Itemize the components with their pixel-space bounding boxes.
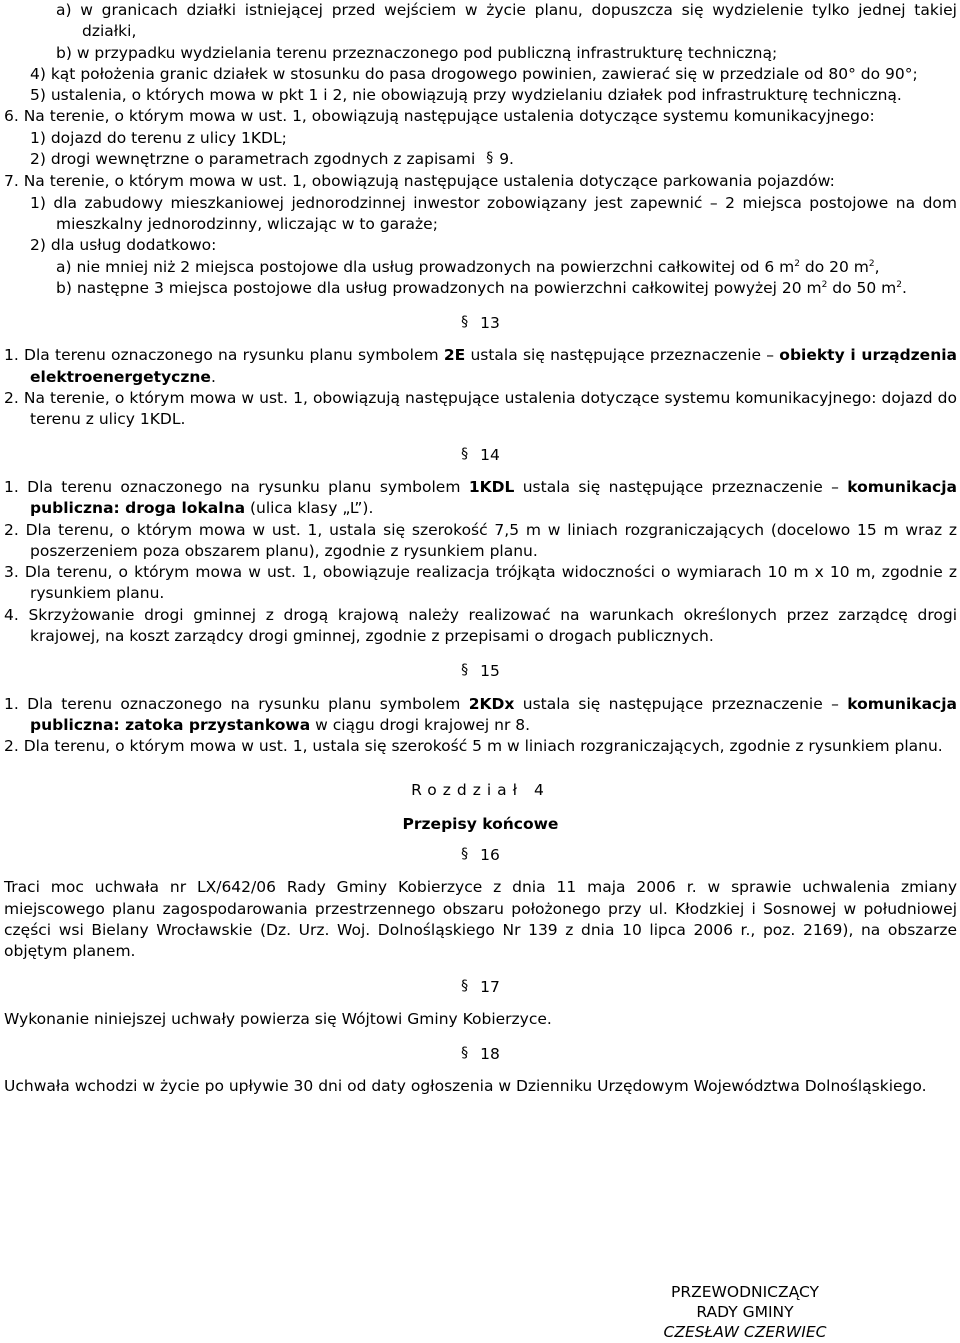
s14-item-3: 3. Dla terenu, o którym mowa w ust. 1, obowiązuje realizacja trójkąta widoczności o wymiarach 10 m x 10 m, zgodnie z rysunkiem planu.: [4, 563, 957, 603]
section-heading-18: § 18: [461, 1045, 500, 1064]
signature-title: PRZEWODNICZĄCY: [671, 1283, 819, 1301]
s13-item-1: 1. Dla terenu oznaczonego na rysunku planu symbolem 2E ustala się następujące przeznaczenie – obiekty i urządzenia elektroenergetyczne.: [4, 346, 958, 386]
item-4: 4) kąt położenia granic działek w stosunku do pasa drogowego powinien, zawierać się w przedziale od 80° do 90°;: [30, 64, 918, 83]
item-6-2: 2) drogi wewnętrzne o parametrach zgodnych z zapisami § 9.: [30, 150, 514, 169]
section-heading-13: § 13: [461, 314, 500, 333]
item-7-2: 2) dla usług dodatkowo:: [30, 236, 217, 255]
signature-body: RADY GMINY: [696, 1303, 794, 1321]
s15-item-2: 2. Dla terenu, o którym mowa w ust. 1, ustala się szerokość 5 m w liniach rozgraniczających, zgodnie z rysunkiem planu.: [4, 737, 943, 756]
item-7: 7. Na terenie, o którym mowa w ust. 1, obowiązują następujące ustalenia dotyczące parkowania pojazdów:: [4, 172, 835, 191]
section-heading-17: § 17: [461, 977, 500, 996]
item-a: a) w granicach działki istniejącej przed wejściem w życie planu, dopuszcza się wydzielenie tylko jednej takiej działki,: [56, 1, 957, 41]
s13-item-2: 2. Na terenie, o którym mowa w ust. 1, obowiązują następujące ustalenia dotyczące systemu komunikacyjnego: dojazd do terenu z ulicy 1KDL.: [4, 389, 957, 429]
s16-text: Traci moc uchwała nr LX/642/06 Rady Gminy Kobierzyce z dnia 11 maja 2006 r. w sprawie uchwalenia zmiany miejscowego planu zagospodarowania przestrzennego obszaru położonego przy ul. Kłodzkiej i Sosnowej w południowej części wsi Bielany Wrocławskie (Dz. Urz. Woj. Dolnośląskiego Nr 139 z dnia 10 lipca 2006 r., poz. 2169), na obszarze objętym planem.: [4, 878, 957, 961]
signature-block: [650, 1282, 840, 1342]
chapter-subtitle: Przepisy końcowe: [402, 814, 559, 833]
section-symbol: §: [486, 150, 494, 167]
item-7-2-a: a) nie mniej niż 2 miejsca postojowe dla usług prowadzonych na powierzchni całkowitej od 6 $m^2$ do 20 $m^2$,: [56, 257, 880, 276]
item-6-1: 1) dojazd do terenu z ulicy 1KDL;: [30, 128, 287, 147]
s18-text: Uchwała wchodzi w życie po upływie 30 dni od daty ogłoszenia w Dzienniku Urzędowym Województwa Dolnośląskiego.: [4, 1077, 927, 1096]
s17-text: Wykonanie niniejszej uchwały powierza się Wójtowi Gminy Kobierzyce.: [4, 1009, 552, 1028]
s14-item-2: 2. Dla terenu, o którym mowa w ust. 1, ustala się szerokość 7,5 m w liniach rozgraniczających (docelowo 15 m wraz z poszerzeniem poza obszarem planu), zgodnie z rysunkiem planu.: [4, 520, 957, 560]
document-page: [4, 0, 957, 1098]
item-6: 6. Na terenie, o którym mowa w ust. 1, obowiązują następujące ustalenia dotyczące systemu komunikacyjnego:: [4, 107, 875, 126]
section-heading-14: § 14: [461, 445, 500, 464]
section-heading-15: § 15: [461, 662, 500, 681]
chapter-title: Rozdział 4: [411, 780, 550, 799]
s15-item-1: 1. Dla terenu oznaczonego na rysunku planu symbolem 2KDx ustala się następujące przeznaczenie – komunikacja publiczna: zatoka przystankowa w ciągu drogi krajowej nr 8.: [4, 694, 957, 734]
item-b: b) w przypadku wydzielania terenu przeznaczonego pod publiczną infrastrukturę techniczną;: [56, 43, 778, 62]
section-heading-16: § 16: [461, 846, 500, 865]
item-7-1: 1) dla zabudowy mieszkaniowej jednorodzinnej inwestor zobowiązany jest zapewnić – 2 miejsca postojowe na dom mieszkalny jednorodzinny, wliczając w to garaże;: [30, 193, 957, 233]
signature-name: CZESŁAW CZERWIEC: [663, 1323, 827, 1341]
item-7-2-b: b) następne 3 miejsca postojowe dla usług prowadzonych na powierzchni całkowitej powyżej 20 $m^2$ do 50 $m^2$.: [56, 278, 907, 297]
s14-item-1: 1. Dla terenu oznaczonego na rysunku planu symbolem 1KDL ustala się następujące przeznaczenie – komunikacja publiczna: droga lokalna (ulica klasy „L”).: [4, 477, 958, 518]
item-5: 5) ustalenia, o których mowa w pkt 1 i 2, nie obowiązują przy wydzielaniu działek pod infrastrukturę techniczną.: [30, 86, 902, 105]
s14-item-4: 4. Skrzyżowanie drogi gminnej z drogą krajową należy realizować na warunkach określonych przez zarządcę drogi krajowej, na koszt zarządcy drogi gminnej, zgodnie z przepisami o drogach publicznych.: [4, 605, 957, 646]
